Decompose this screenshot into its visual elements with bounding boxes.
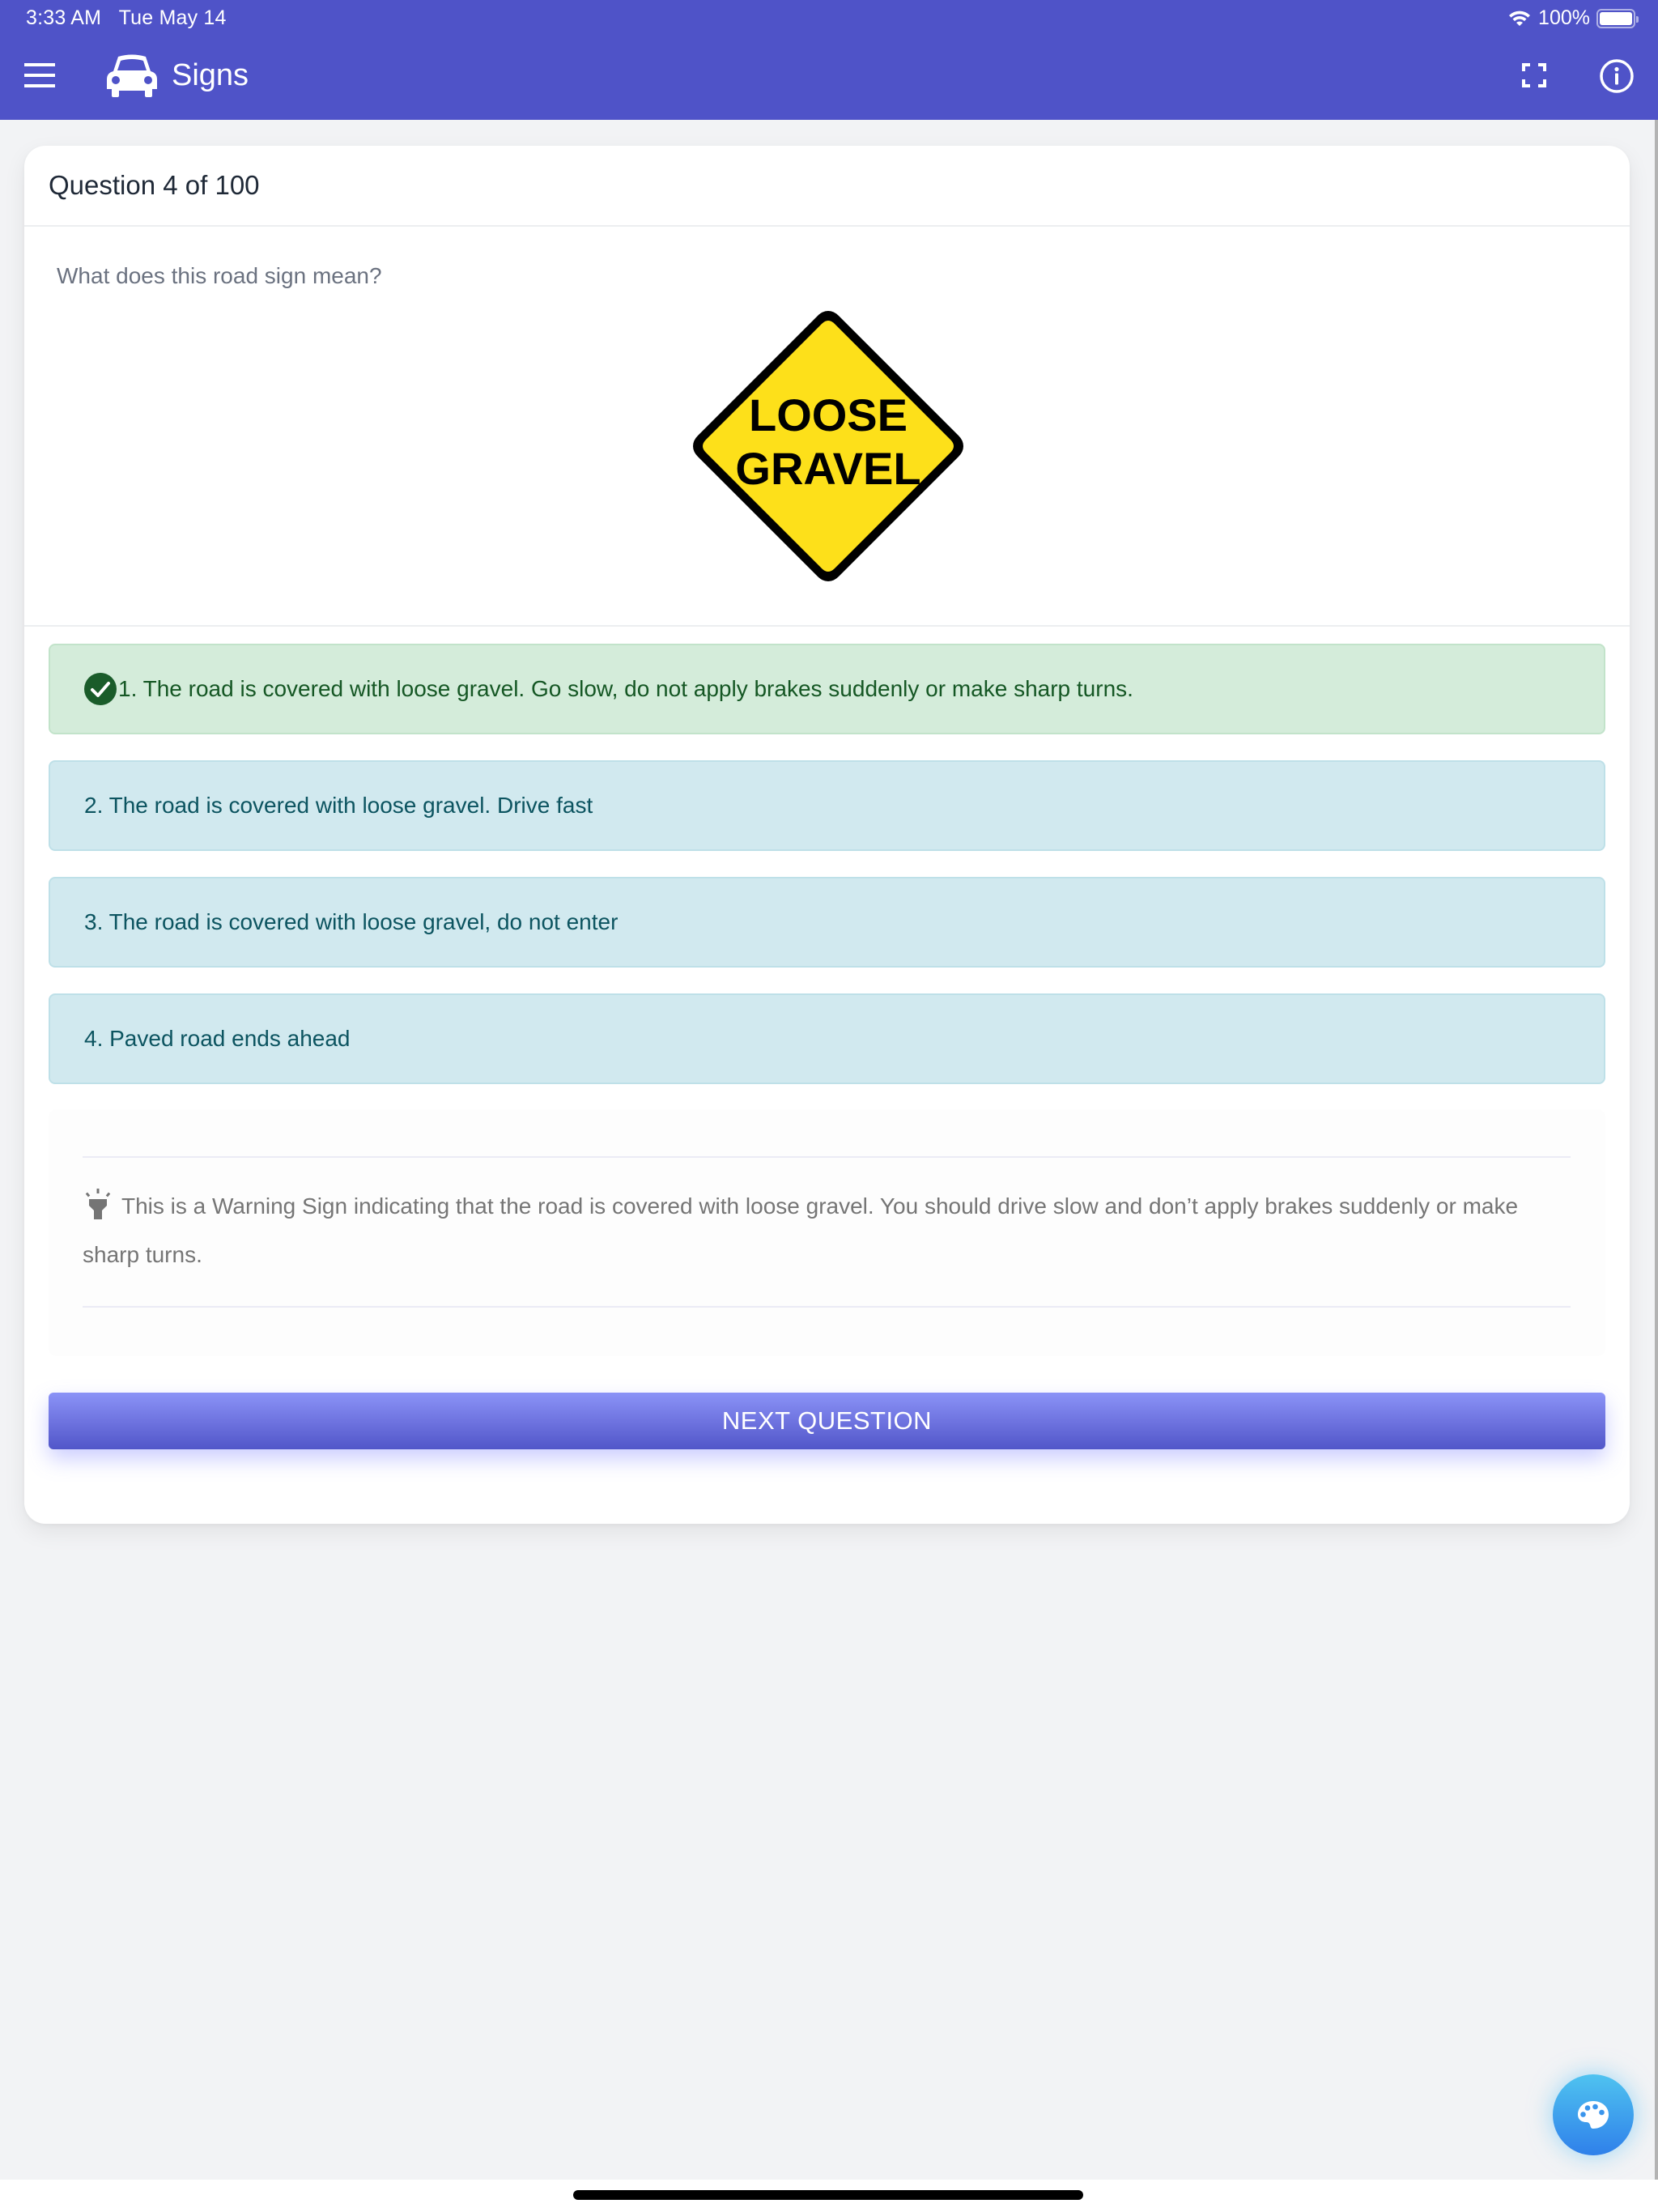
app-title: Signs bbox=[172, 58, 249, 92]
scrollbar[interactable] bbox=[1655, 120, 1658, 2193]
theme-fab-button[interactable] bbox=[1553, 2074, 1634, 2155]
home-indicator[interactable] bbox=[573, 2190, 1083, 2200]
answer-option-1[interactable] bbox=[49, 644, 1605, 734]
palette-icon bbox=[1577, 2100, 1609, 2129]
wifi-icon bbox=[1507, 10, 1532, 28]
battery-percent: 100% bbox=[1538, 6, 1590, 29]
explanation-panel bbox=[49, 1109, 1605, 1356]
status-indicators bbox=[1507, 6, 1635, 30]
status-clock: 3:33 AM bbox=[26, 6, 102, 29]
explanation-body: This is a Warning Sign indicating that the road is covered with loose gravel. You should drive slow and don’t apply brakes suddenly or make sharp turns. bbox=[83, 1193, 1519, 1267]
menu-icon-bar bbox=[24, 74, 55, 77]
question-prompt: What does this road sign mean? bbox=[57, 263, 382, 288]
explanation-divider-bottom bbox=[83, 1306, 1571, 1308]
loose-gravel-sign-icon bbox=[687, 304, 970, 588]
menu-icon-bar bbox=[24, 84, 55, 87]
info-icon[interactable] bbox=[1599, 58, 1635, 94]
battery-icon bbox=[1596, 9, 1635, 28]
check-circle-icon bbox=[84, 673, 117, 705]
road-sign-image bbox=[687, 304, 970, 588]
menu-icon-bar bbox=[24, 63, 55, 66]
status-time bbox=[26, 6, 227, 30]
answer-label: 4. Paved road ends ahead bbox=[84, 1026, 351, 1051]
status-date: Tue May 14 bbox=[118, 6, 227, 29]
question-progress: Question 4 of 100 bbox=[49, 170, 260, 200]
card-header bbox=[24, 146, 1630, 227]
answer-option-2[interactable] bbox=[49, 760, 1605, 851]
answer-option-3[interactable] bbox=[49, 877, 1605, 968]
fullscreen-icon[interactable] bbox=[1522, 63, 1546, 87]
sign-text-line2: GRAVEL bbox=[735, 443, 921, 494]
car-icon bbox=[104, 53, 160, 99]
explanation-text bbox=[83, 1182, 1564, 1279]
answer-option-4[interactable] bbox=[49, 993, 1605, 1084]
answer-label: 1. The road is covered with loose gravel. Go slow, do not apply brakes suddenly or make sharp turns. bbox=[118, 676, 1133, 701]
app-header bbox=[0, 0, 1658, 120]
next-question-label: NEXT QUESTION bbox=[721, 1406, 933, 1435]
next-question-button[interactable] bbox=[49, 1393, 1605, 1449]
question-card bbox=[24, 146, 1630, 1524]
answer-label: 2. The road is covered with loose gravel. Drive fast bbox=[84, 793, 593, 818]
answer-label: 3. The road is covered with loose gravel, do not enter bbox=[84, 909, 619, 934]
sign-text-line1: LOOSE bbox=[748, 389, 908, 440]
section-divider bbox=[24, 625, 1630, 627]
explanation-divider-top bbox=[83, 1156, 1571, 1158]
flashlight-hint-icon bbox=[83, 1188, 113, 1220]
menu-button[interactable] bbox=[24, 63, 55, 87]
